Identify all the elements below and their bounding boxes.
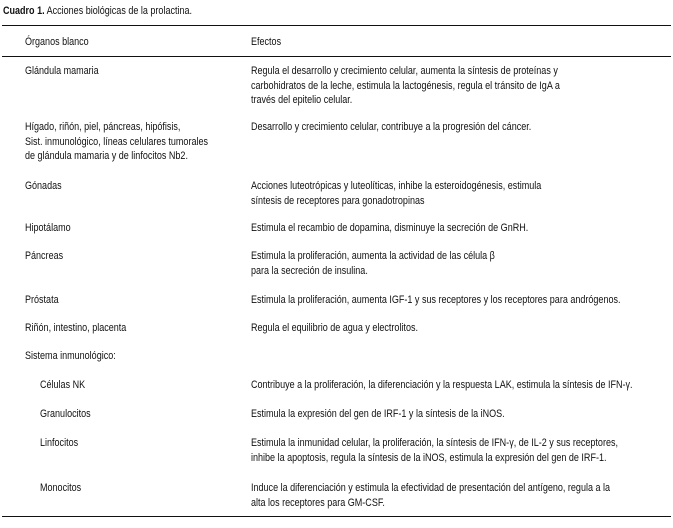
effect-cell bbox=[251, 436, 618, 465]
effect-cell bbox=[251, 249, 495, 278]
organ-cell bbox=[40, 436, 78, 451]
organ-cell bbox=[25, 179, 62, 194]
effect-cell bbox=[251, 378, 633, 393]
top-rule bbox=[2, 25, 671, 26]
effect-cell-line: Acciones luteotrópicas y luteolíticas, inhibe la esteroidogénesis, estimula bbox=[251, 180, 542, 192]
effect-cell-line: Regula el desarrollo y crecimiento celular, aumenta la síntesis de proteínas y bbox=[251, 65, 558, 77]
effect-cell-line: para la secreción de insulina. bbox=[251, 264, 368, 277]
organ-cell-line: Gónadas bbox=[25, 180, 62, 192]
effect-cell bbox=[251, 179, 541, 208]
effect-cell-line: Estimula la proliferación, aumenta la actividad de las célula β bbox=[251, 250, 495, 262]
organ-cell-line: Monocitos bbox=[40, 482, 82, 494]
caption-label: Cuadro 1. bbox=[3, 5, 45, 17]
organ-cell-line: Sistema inmunológico: bbox=[25, 350, 116, 362]
organ-cell bbox=[25, 293, 59, 308]
effect-cell-line: Regula el equilibrio de agua y electrolitos. bbox=[251, 322, 418, 334]
effect-cell-line: Estimula la expresión del gen de IRF-1 y la síntesis de la iNOS. bbox=[251, 408, 505, 420]
effect-cell-line: inhibe la apoptosis, regula la síntesis de la iNOS, estimula la expresión del gen de IRF-1. bbox=[251, 451, 607, 464]
effect-cell bbox=[251, 64, 560, 108]
bottom-rule bbox=[2, 516, 671, 517]
caption-text: Acciones biológicas de la prolactina. bbox=[44, 5, 193, 17]
table-caption bbox=[3, 4, 192, 19]
organ-cell bbox=[40, 481, 81, 496]
header-organs: Órganos blanco bbox=[25, 36, 89, 48]
organ-cell bbox=[25, 321, 126, 336]
effect-cell-line: síntesis de receptores para gonadotropinas bbox=[251, 194, 425, 207]
effect-cell-line: través del epitelio celular. bbox=[251, 94, 353, 106]
effect-cell bbox=[251, 407, 505, 422]
effect-cell bbox=[251, 293, 620, 308]
effect-cell-line: Desarrollo y crecimiento celular, contribuye a la progresión del cáncer. bbox=[251, 121, 532, 133]
organ-cell bbox=[40, 378, 85, 393]
organ-cell bbox=[25, 120, 208, 164]
effect-cell-line: carbohidratos de la leche, estimula la lactogénesis, regula el tránsito de IgA a bbox=[251, 79, 560, 92]
effect-cell-line: Estimula la inmunidad celular, la proliferación, la síntesis de IFN-γ, de IL-2 y sus receptores, bbox=[251, 437, 618, 449]
organ-cell bbox=[25, 249, 63, 264]
effect-cell-line: alta los receptores para GM-CSF. bbox=[251, 496, 385, 509]
effect-cell bbox=[251, 481, 610, 510]
organ-cell-line: Células NK bbox=[40, 379, 86, 391]
organ-cell-line: Riñón, intestino, placenta bbox=[25, 322, 127, 334]
organ-cell-line: Hipotálamo bbox=[25, 222, 71, 234]
organ-cell-line: Próstata bbox=[25, 294, 59, 306]
effect-cell bbox=[251, 221, 528, 236]
organ-cell-line: Páncreas bbox=[25, 250, 64, 262]
organ-cell-line: Glándula mamaria bbox=[25, 65, 99, 77]
organ-cell bbox=[40, 407, 91, 422]
effect-cell-line: Estimula el recambio de dopamina, disminuye la secreción de GnRH. bbox=[251, 222, 529, 234]
organ-cell-line: de glándula mamaria y de linfocitos Nb2. bbox=[25, 150, 188, 162]
organ-cell-line: Sist. inmunológico, líneas celulares tumorales bbox=[25, 135, 209, 148]
organ-cell-line: Granulocitos bbox=[40, 408, 91, 420]
organ-cell bbox=[25, 64, 99, 79]
effect-cell-line: Contribuye a la proliferación, la diferenciación y la respuesta LAK, estimula la síntesis de IFN-γ. bbox=[251, 379, 633, 391]
effect-cell-line: Estimula la proliferación, aumenta IGF-1 y sus receptores y los receptores para andrógenos. bbox=[251, 294, 621, 306]
header-effects: Efectos bbox=[251, 36, 282, 48]
organ-cell-line: Hígado, riñón, piel, páncreas, hipófisis, bbox=[25, 121, 181, 133]
organ-cell bbox=[25, 221, 71, 236]
effect-cell bbox=[251, 120, 531, 135]
header-rule bbox=[2, 56, 671, 57]
effect-cell bbox=[251, 321, 418, 336]
organ-cell-line: Linfocitos bbox=[40, 437, 79, 449]
organ-cell bbox=[25, 349, 116, 364]
effect-cell-line: Induce la diferenciación y estimula la efectividad de presentación del antígeno, regula a la bbox=[251, 482, 611, 494]
